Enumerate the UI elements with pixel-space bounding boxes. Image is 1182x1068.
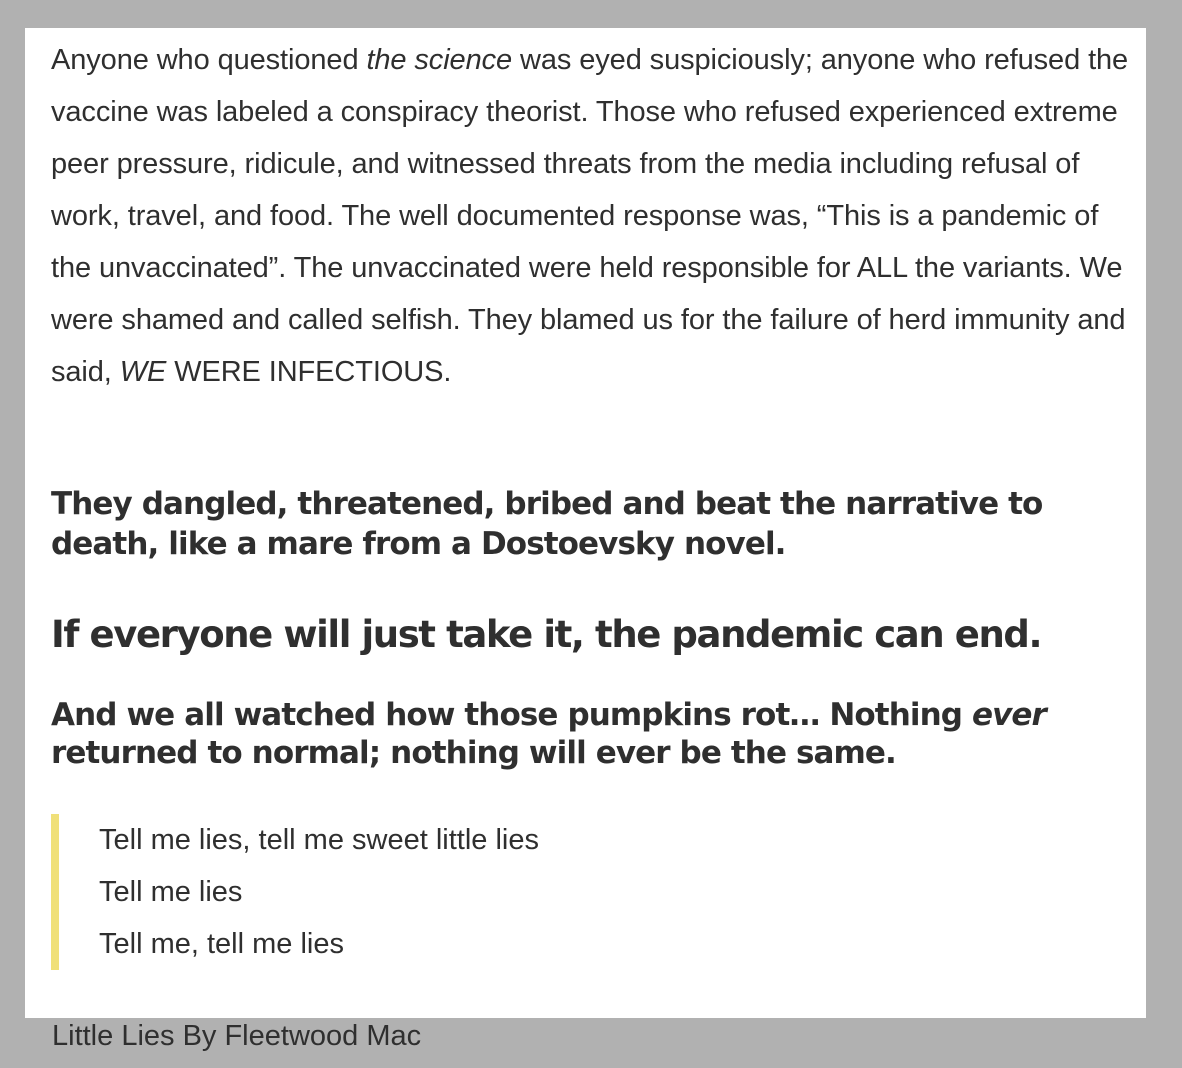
paragraph-text: was eyed suspiciously; anyone who refused the vaccine was labeled a conspiracy theorist. Those who refused experienced extreme peer pressure, ridicule, and witnessed threats from the media including refusal of work, travel, and food. The well documented response was, “This is a pandemic of the unvaccinated”. The unvaccinated were held responsible for ALL the variants. We were shamed and called selfish. They blamed us for the failure of herd immunity and said, (51, 44, 1129, 388)
heading-text: returned to normal; nothing will ever be the same. (51, 735, 896, 771)
paragraph-text: Anyone who questioned (51, 44, 367, 76)
emphasis-the-science: the science (366, 44, 513, 76)
lyrics-caption: Little Lies By Fleetwood Mac (52, 1020, 422, 1052)
heading-dangled: They dangled, threatened, bribed and beat the narrative to death, like a mare from a Dostoevsky novel. (51, 486, 1043, 562)
lyric-line: Tell me, tell me lies (99, 928, 344, 960)
heading-pumpkins (51, 696, 1131, 772)
emphasis-ever: ever (971, 697, 1046, 733)
lyric-line: Tell me lies (99, 876, 243, 908)
heading-everyone: If everyone will just take it, the pandemic can end. (51, 613, 1042, 656)
body-paragraph (51, 34, 1141, 398)
lyrics-blockquote (51, 814, 851, 970)
lyric-line: Tell me lies, tell me sweet little lies (99, 824, 539, 856)
article-page (25, 28, 1146, 1018)
heading-text: And we all watched how those pumpkins rot… Nothing (51, 697, 972, 733)
paragraph-text: WERE INFECTIOUS. (166, 356, 452, 388)
emphasis-we: WE (119, 356, 167, 388)
